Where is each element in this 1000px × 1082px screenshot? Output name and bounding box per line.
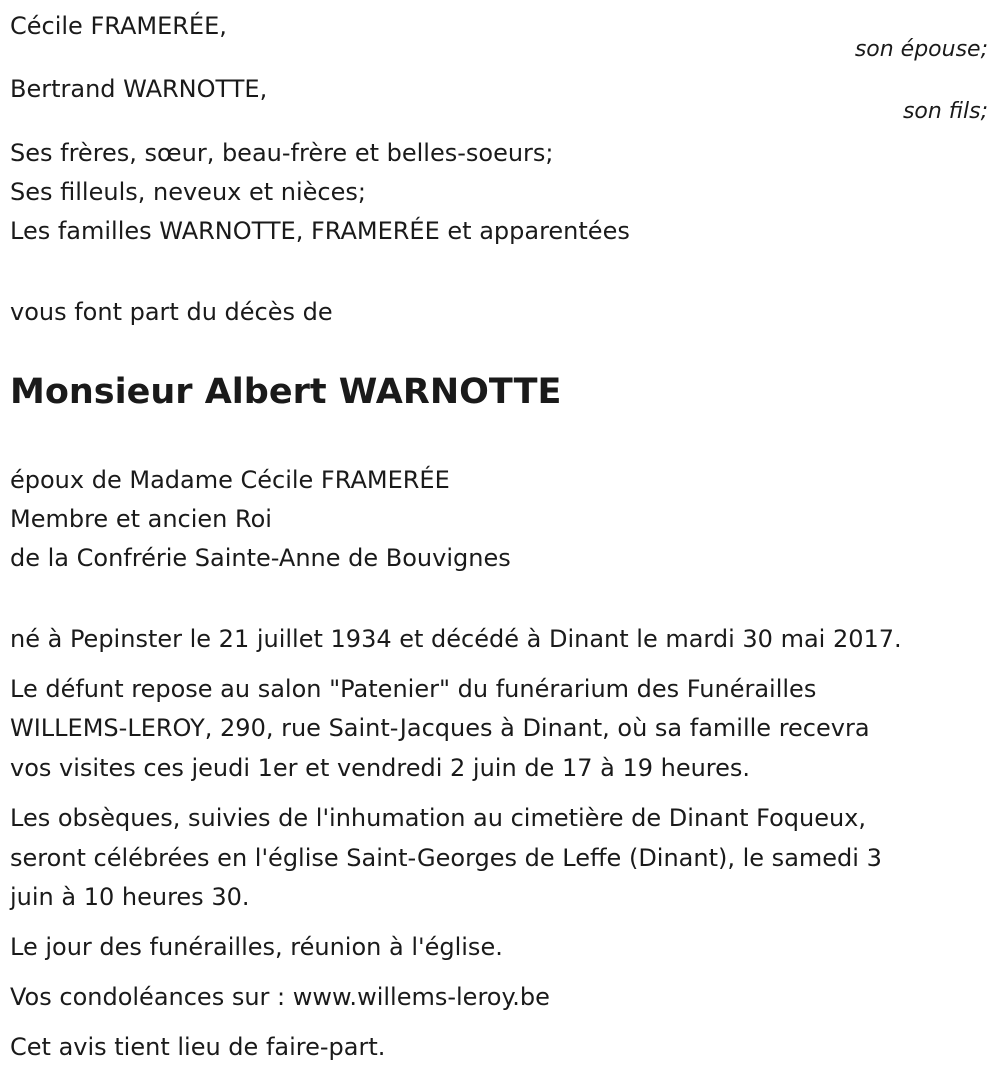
relatives-line: Les familles WARNOTTE, FRAMERÉE et apparentées [10, 217, 630, 245]
deceased-detail: de la Confrérie Sainte-Anne de Bouvignes [10, 544, 511, 572]
funeral-line: Les obsèques, suivies de l'inhumation au cimetière de Dinant Foqueux, [10, 804, 867, 832]
son-name: Bertrand WARNOTTE, [10, 75, 268, 103]
deceased-name: Monsieur Albert WARNOTTE [10, 372, 562, 412]
deceased-detail: Membre et ancien Roi [10, 505, 272, 533]
son-role: son fils; [902, 99, 988, 124]
birth-death-line: né à Pepinster le 21 juillet 1934 et décédé à Dinant le mardi 30 mai 2017. [10, 625, 902, 653]
condolences-line: Vos condoléances sur : www.willems-leroy.be [10, 983, 550, 1011]
notice-line: Cet avis tient lieu de faire-part. [10, 1033, 386, 1061]
repose-line: WILLEMS-LEROY, 290, rue Saint-Jacques à Dinant, où sa famille recevra [10, 714, 870, 742]
repose-line: Le défunt repose au salon "Patenier" du funérarium des Funérailles [10, 675, 817, 703]
meeting-line: Le jour des funérailles, réunion à l'église. [10, 933, 503, 961]
funeral-line: juin à 10 heures 30. [10, 883, 250, 911]
repose-line: vos visites ces jeudi 1er et vendredi 2 juin de 17 à 19 heures. [10, 754, 751, 782]
relatives-line: Ses filleuls, neveux et nièces; [10, 178, 366, 206]
announce-text: vous font part du décès de [10, 298, 333, 326]
spouse-name: Cécile FRAMERÉE, [10, 12, 227, 40]
funeral-line: seront célébrées en l'église Saint-Georges de Leffe (Dinant), le samedi 3 [10, 844, 882, 872]
spouse-role: son épouse; [854, 37, 988, 62]
deceased-detail: époux de Madame Cécile FRAMERÉE [10, 466, 450, 494]
relatives-line: Ses frères, sœur, beau-frère et belles-soeurs; [10, 139, 554, 167]
